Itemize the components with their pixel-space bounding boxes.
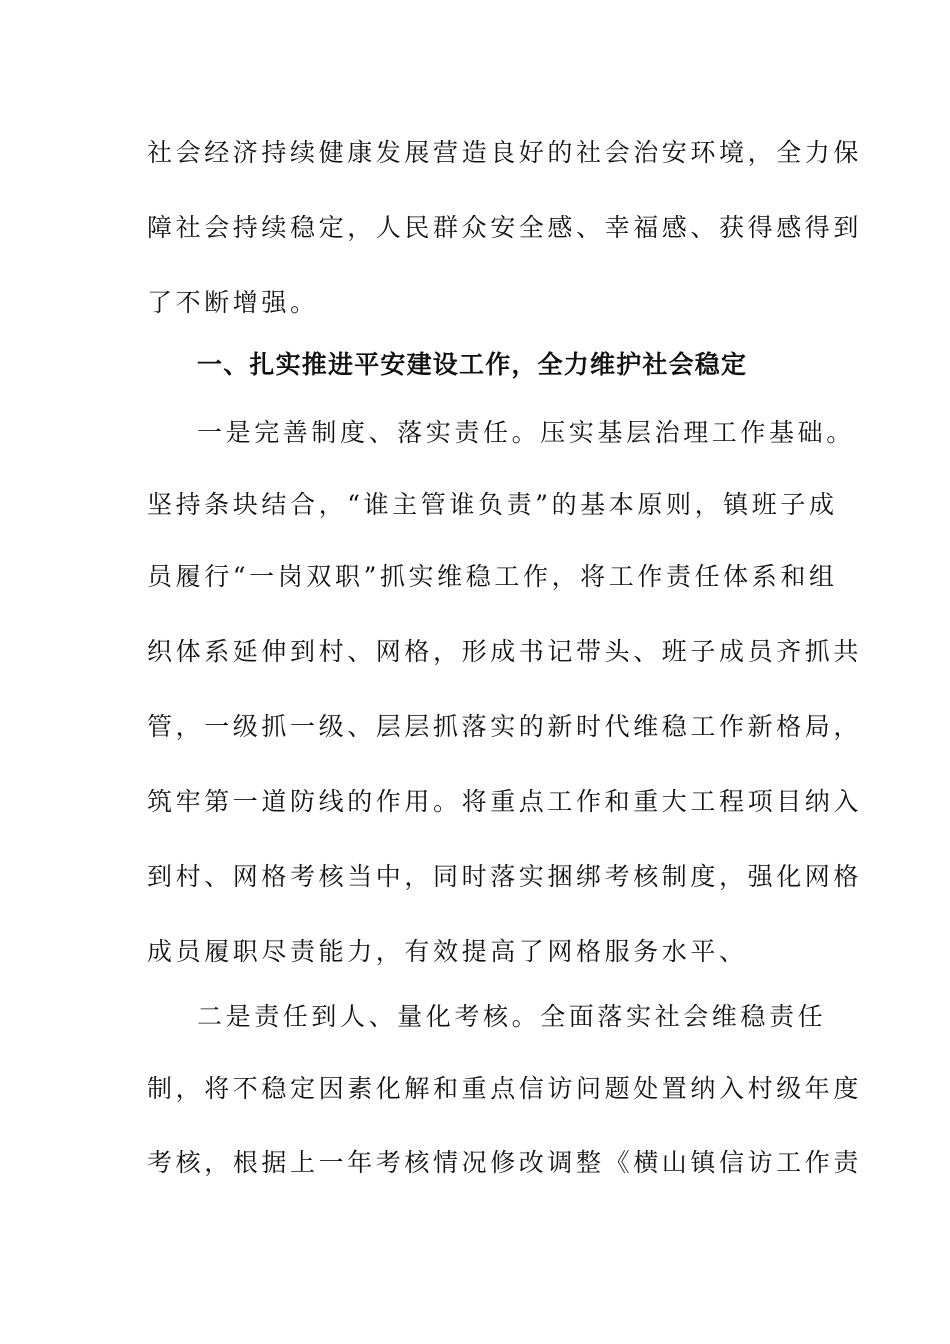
text-line: 管，一级抓一级、层层抓落实的新时代维稳工作新格局， (147, 712, 863, 741)
text-line: 员履行“一岗双职”抓实维稳工作，将工作责任体系和组 (147, 562, 838, 591)
text-line: 社会经济持续健康发展营造良好的社会治安环境，全力保 (147, 138, 863, 167)
text-line: 了不断增强。 (147, 288, 319, 317)
text-line: 制，将不稳定因素化解和重点信访问题处置纳入村级年度 (147, 1074, 863, 1103)
text-line: 到村、网格考核当中，同时落实捆绑考核制度，强化网格 (147, 862, 863, 891)
text-line: 考核，根据上一年考核情况修改调整《横山镇信访工作责 (147, 1148, 863, 1177)
section-heading: 一、扎实推进平安建设工作，全力维护社会稳定 (197, 350, 748, 379)
text-line: 坚持条块结合，“谁主管谁负责”的基本原则，镇班子成 (147, 490, 838, 519)
paragraph-first-line: 一是完善制度、落实责任。压实基层治理工作基础。 (197, 418, 855, 447)
paragraph-first-line: 二是责任到人、量化考核。全面落实社会维稳责任 (197, 1002, 827, 1031)
text-line: 织体系延伸到村、网格，形成书记带头、班子成员齐抓共 (147, 637, 863, 666)
text-line: 筑牢第一道防线的作用。将重点工作和重大工程项目纳入 (147, 787, 863, 816)
text-line: 成员履职尽责能力，有效提高了网格服务水平、 (147, 937, 748, 966)
text-line: 障社会持续稳定，人民群众安全感、幸福感、获得感得到 (147, 213, 863, 242)
